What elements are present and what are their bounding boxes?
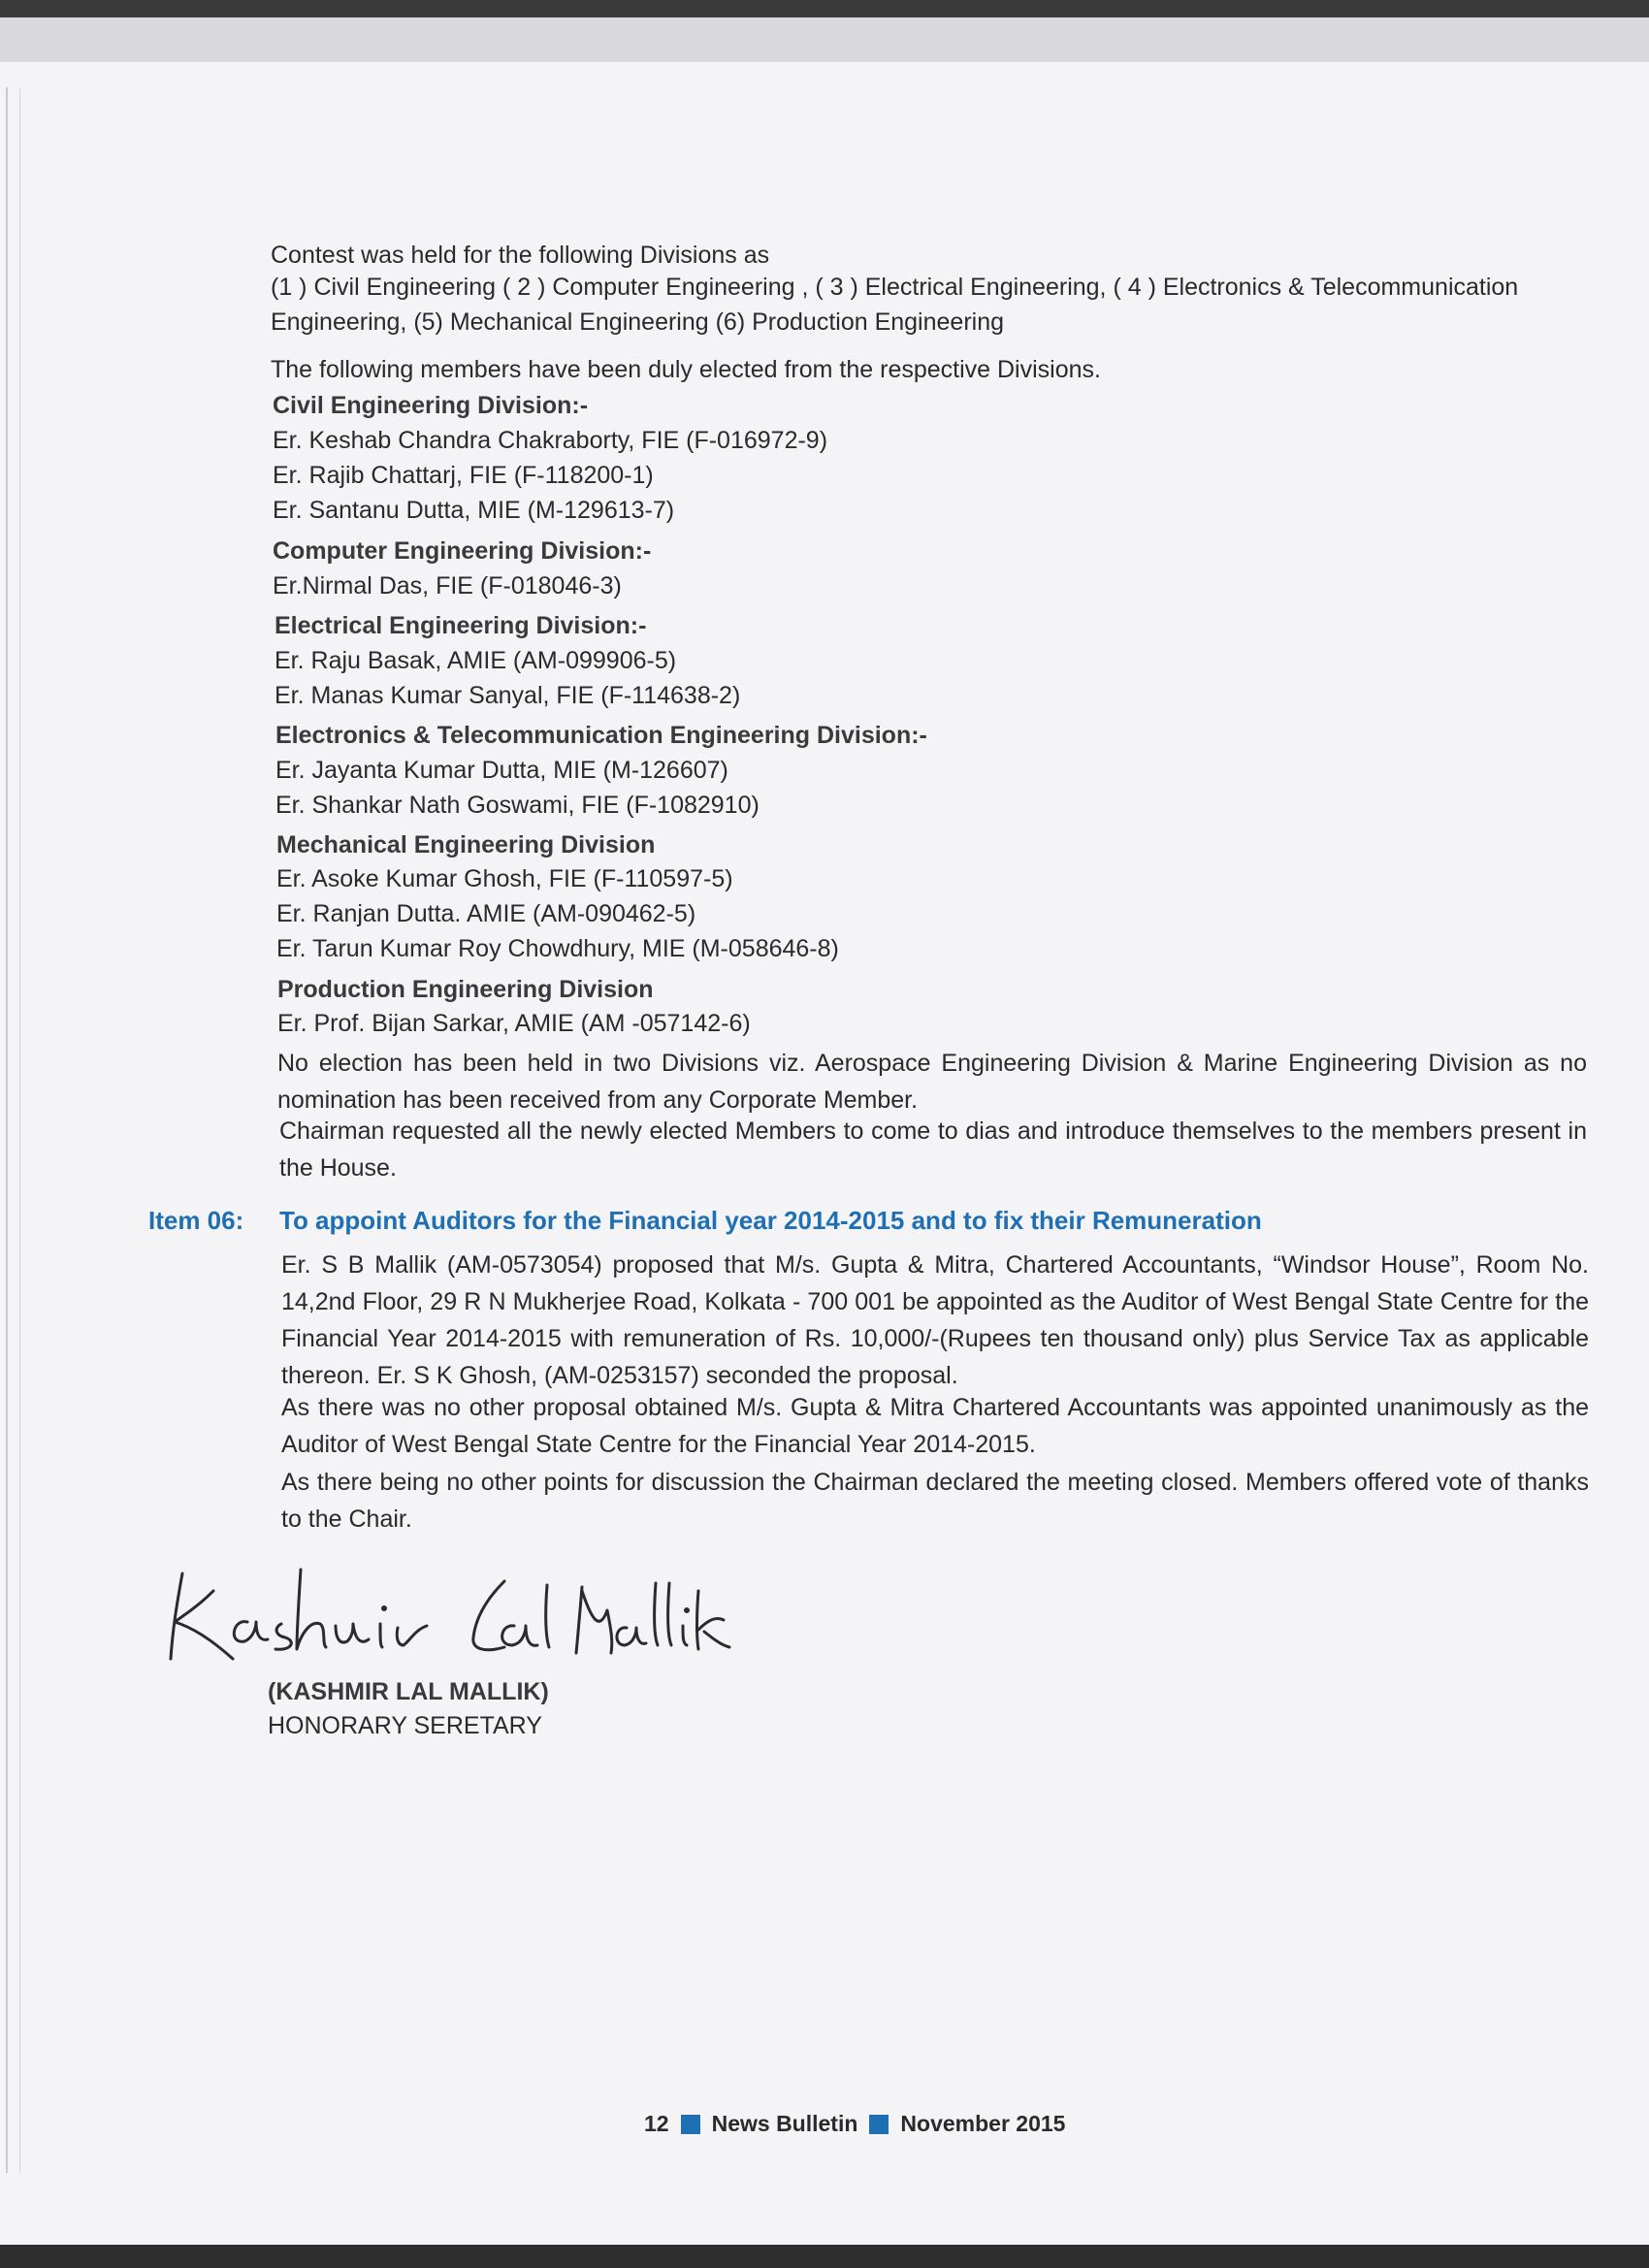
division-heading: Civil Engineering Division:-	[273, 392, 589, 419]
blue-square-icon	[681, 2115, 700, 2134]
page-number: 12	[644, 2111, 669, 2136]
member-line: Er. Shankar Nath Goswami, FIE (F-1082910)	[275, 792, 760, 819]
signature	[155, 1552, 737, 1683]
member-line: Er. Keshab Chandra Chakraborty, FIE (F-016972-9)	[273, 427, 828, 454]
member-line: Er.Nirmal Das, FIE (F-018046-3)	[273, 572, 622, 599]
division-heading: Mechanical Engineering Division	[276, 831, 656, 859]
no-election-paragraph: No election has been held in two Divisions viz. Aerospace Engineering Division & Marine Engineering Division as no nomination has been received from any Corporate Member.	[277, 1050, 1587, 1114]
scan-backdrop	[0, 17, 1649, 66]
member-line: Er. Raju Basak, AMIE (AM-099906-5)	[275, 647, 677, 674]
intro-line: Contest was held for the following Divisions as	[271, 242, 770, 269]
member-line: Er. Jayanta Kumar Dutta, MIE (M-126607)	[275, 757, 728, 784]
item-title: To appoint Auditors for the Financial year 2014-2015 and to fix their Remuneration	[279, 1206, 1262, 1235]
publication-name: News Bulletin	[711, 2111, 858, 2136]
scan-border-top	[0, 0, 1649, 17]
member-line: Er. Ranjan Dutta. AMIE (AM-090462-5)	[276, 900, 696, 927]
division-heading: Electronics & Telecommunication Engineering Division:-	[275, 722, 927, 749]
division-heading: Electrical Engineering Division:-	[275, 612, 647, 639]
member-line: Er. Asoke Kumar Ghosh, FIE (F-110597-5)	[276, 865, 733, 892]
scan-border-bottom	[0, 2245, 1649, 2268]
auditor-appointed-paragraph: As there was no other proposal obtained M/s. Gupta & Mitra Chartered Accountants was appointed unanimously as the Auditor of West Bengal State Centre for the Financial Year 2014-2015.	[281, 1394, 1589, 1458]
signatory-title: HONORARY SERETARY	[268, 1712, 542, 1739]
page-edge	[6, 87, 20, 2173]
auditor-proposal-paragraph: Er. S B Mallik (AM-0573054) proposed that M/s. Gupta & Mitra, Chartered Accountants, “Windsor House”, Room No. 14,2nd Floor, 29 R N Mukherjee Road, Kolkata - 700 001 be appointed as the Auditor of West Bengal State Centre for the Financial Year 2014-2015 with remuneration of Rs. 10,000/-(Rupees ten thousand only) plus Service Tax as applicable thereon. Er. S K Ghosh, (AM-0253157) seconded the proposal.	[281, 1251, 1589, 1389]
intro-line: Engineering, (5) Mechanical Engineering (6) Production Engineering	[271, 308, 1005, 336]
handwritten-signature-graphic	[155, 1552, 737, 1678]
intro-line: The following members have been duly elected from the respective Divisions.	[271, 356, 1101, 383]
intro-line: (1 ) Civil Engineering ( 2 ) Computer Engineering , ( 3 ) Electrical Engineering, ( 4 ) Electronics & Telecommunication	[271, 274, 1519, 301]
meeting-closed-paragraph: As there being no other points for discussion the Chairman declared the meeting closed. Members offered vote of thanks to the Chair.	[281, 1469, 1589, 1533]
member-line: Er. Prof. Bijan Sarkar, AMIE (AM -057142-6)	[277, 1010, 751, 1037]
division-heading: Computer Engineering Division:-	[273, 537, 652, 565]
signatory-name: (KASHMIR LAL MALLIK)	[268, 1678, 549, 1705]
member-line: Er. Manas Kumar Sanyal, FIE (F-114638-2)	[275, 682, 741, 709]
member-line: Er. Tarun Kumar Roy Chowdhury, MIE (M-058646-8)	[276, 935, 839, 962]
publication-date: November 2015	[900, 2111, 1066, 2136]
chairman-request-paragraph: Chairman requested all the newly elected Members to come to dias and introduce themselves to the members present in the House.	[279, 1118, 1587, 1182]
page-footer	[644, 2111, 1065, 2137]
item-label: Item 06:	[148, 1206, 244, 1235]
member-line: Er. Rajib Chattarj, FIE (F-118200-1)	[273, 462, 654, 489]
division-heading: Production Engineering Division	[277, 976, 654, 1003]
blue-square-icon	[869, 2115, 889, 2134]
member-line: Er. Santanu Dutta, MIE (M-129613-7)	[273, 497, 675, 524]
